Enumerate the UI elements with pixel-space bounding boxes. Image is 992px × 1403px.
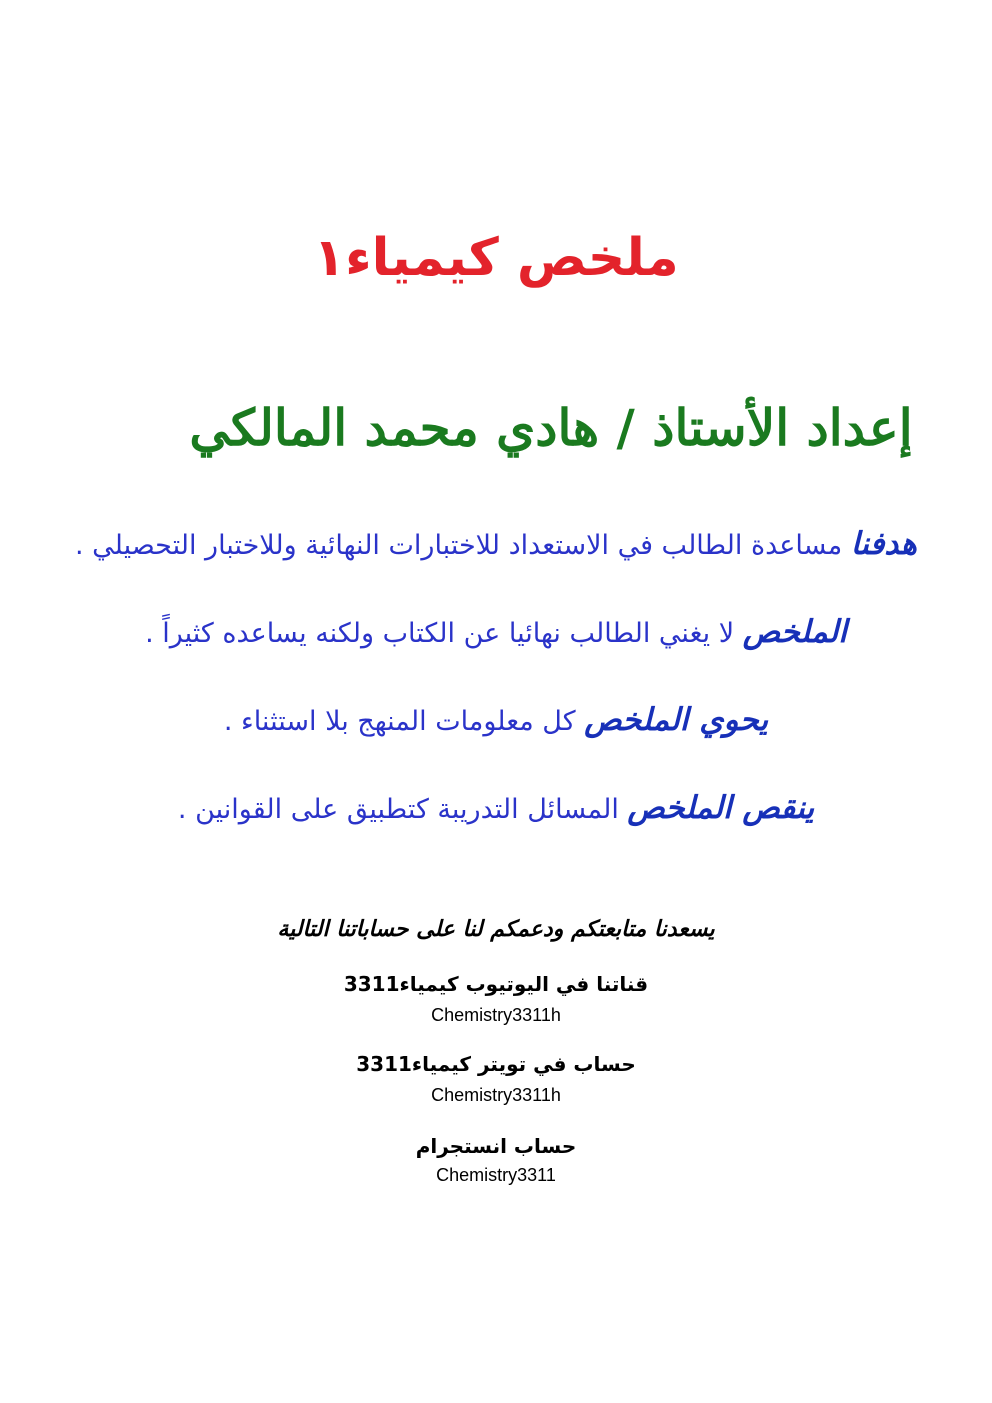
- point-text: المسائل التدريبة كتطبيق على القوانين .: [177, 794, 628, 825]
- point-lead: يحوي الملخص: [584, 702, 769, 738]
- point-lead: ينقص الملخص: [627, 790, 815, 826]
- point-lead: هدفنا: [850, 526, 918, 562]
- point-contents: [0, 702, 992, 738]
- point-missing: [0, 790, 992, 826]
- follow-us-text: يسعدنا متابعتكم ودعمكم لنا على حساباتنا التالية: [277, 916, 715, 942]
- page-title: ملخص كيمياء١: [313, 228, 679, 288]
- point-summary-note: [0, 614, 992, 650]
- point-text: كل معلومات المنهج بلا استثناء .: [223, 706, 585, 737]
- twitter-account-handle[interactable]: Chemistry3311h: [431, 1085, 561, 1105]
- point-text: لا يغني الطالب نهائيا عن الكتاب ولكنه يساعده كثيراً .: [145, 618, 743, 649]
- youtube-account-label: قناتنا في اليوتيوب كيمياء3311: [343, 972, 649, 996]
- point-lead: الملخص: [742, 614, 847, 650]
- author-line: إعداد الأستاذ / هادي محمد المالكي: [189, 398, 913, 457]
- instagram-account-handle[interactable]: Chemistry3311: [436, 1165, 556, 1185]
- twitter-account-label: حساب في تويتر كيمياء3311: [356, 1052, 636, 1076]
- point-text: مساعدة الطالب في الاستعداد للاختبارات النهائية وللاختبار التحصيلي .: [74, 530, 851, 561]
- point-goal: [0, 526, 992, 562]
- youtube-account-handle[interactable]: Chemistry3311h: [431, 1005, 561, 1025]
- instagram-account-label: حساب انستجرام: [415, 1134, 577, 1158]
